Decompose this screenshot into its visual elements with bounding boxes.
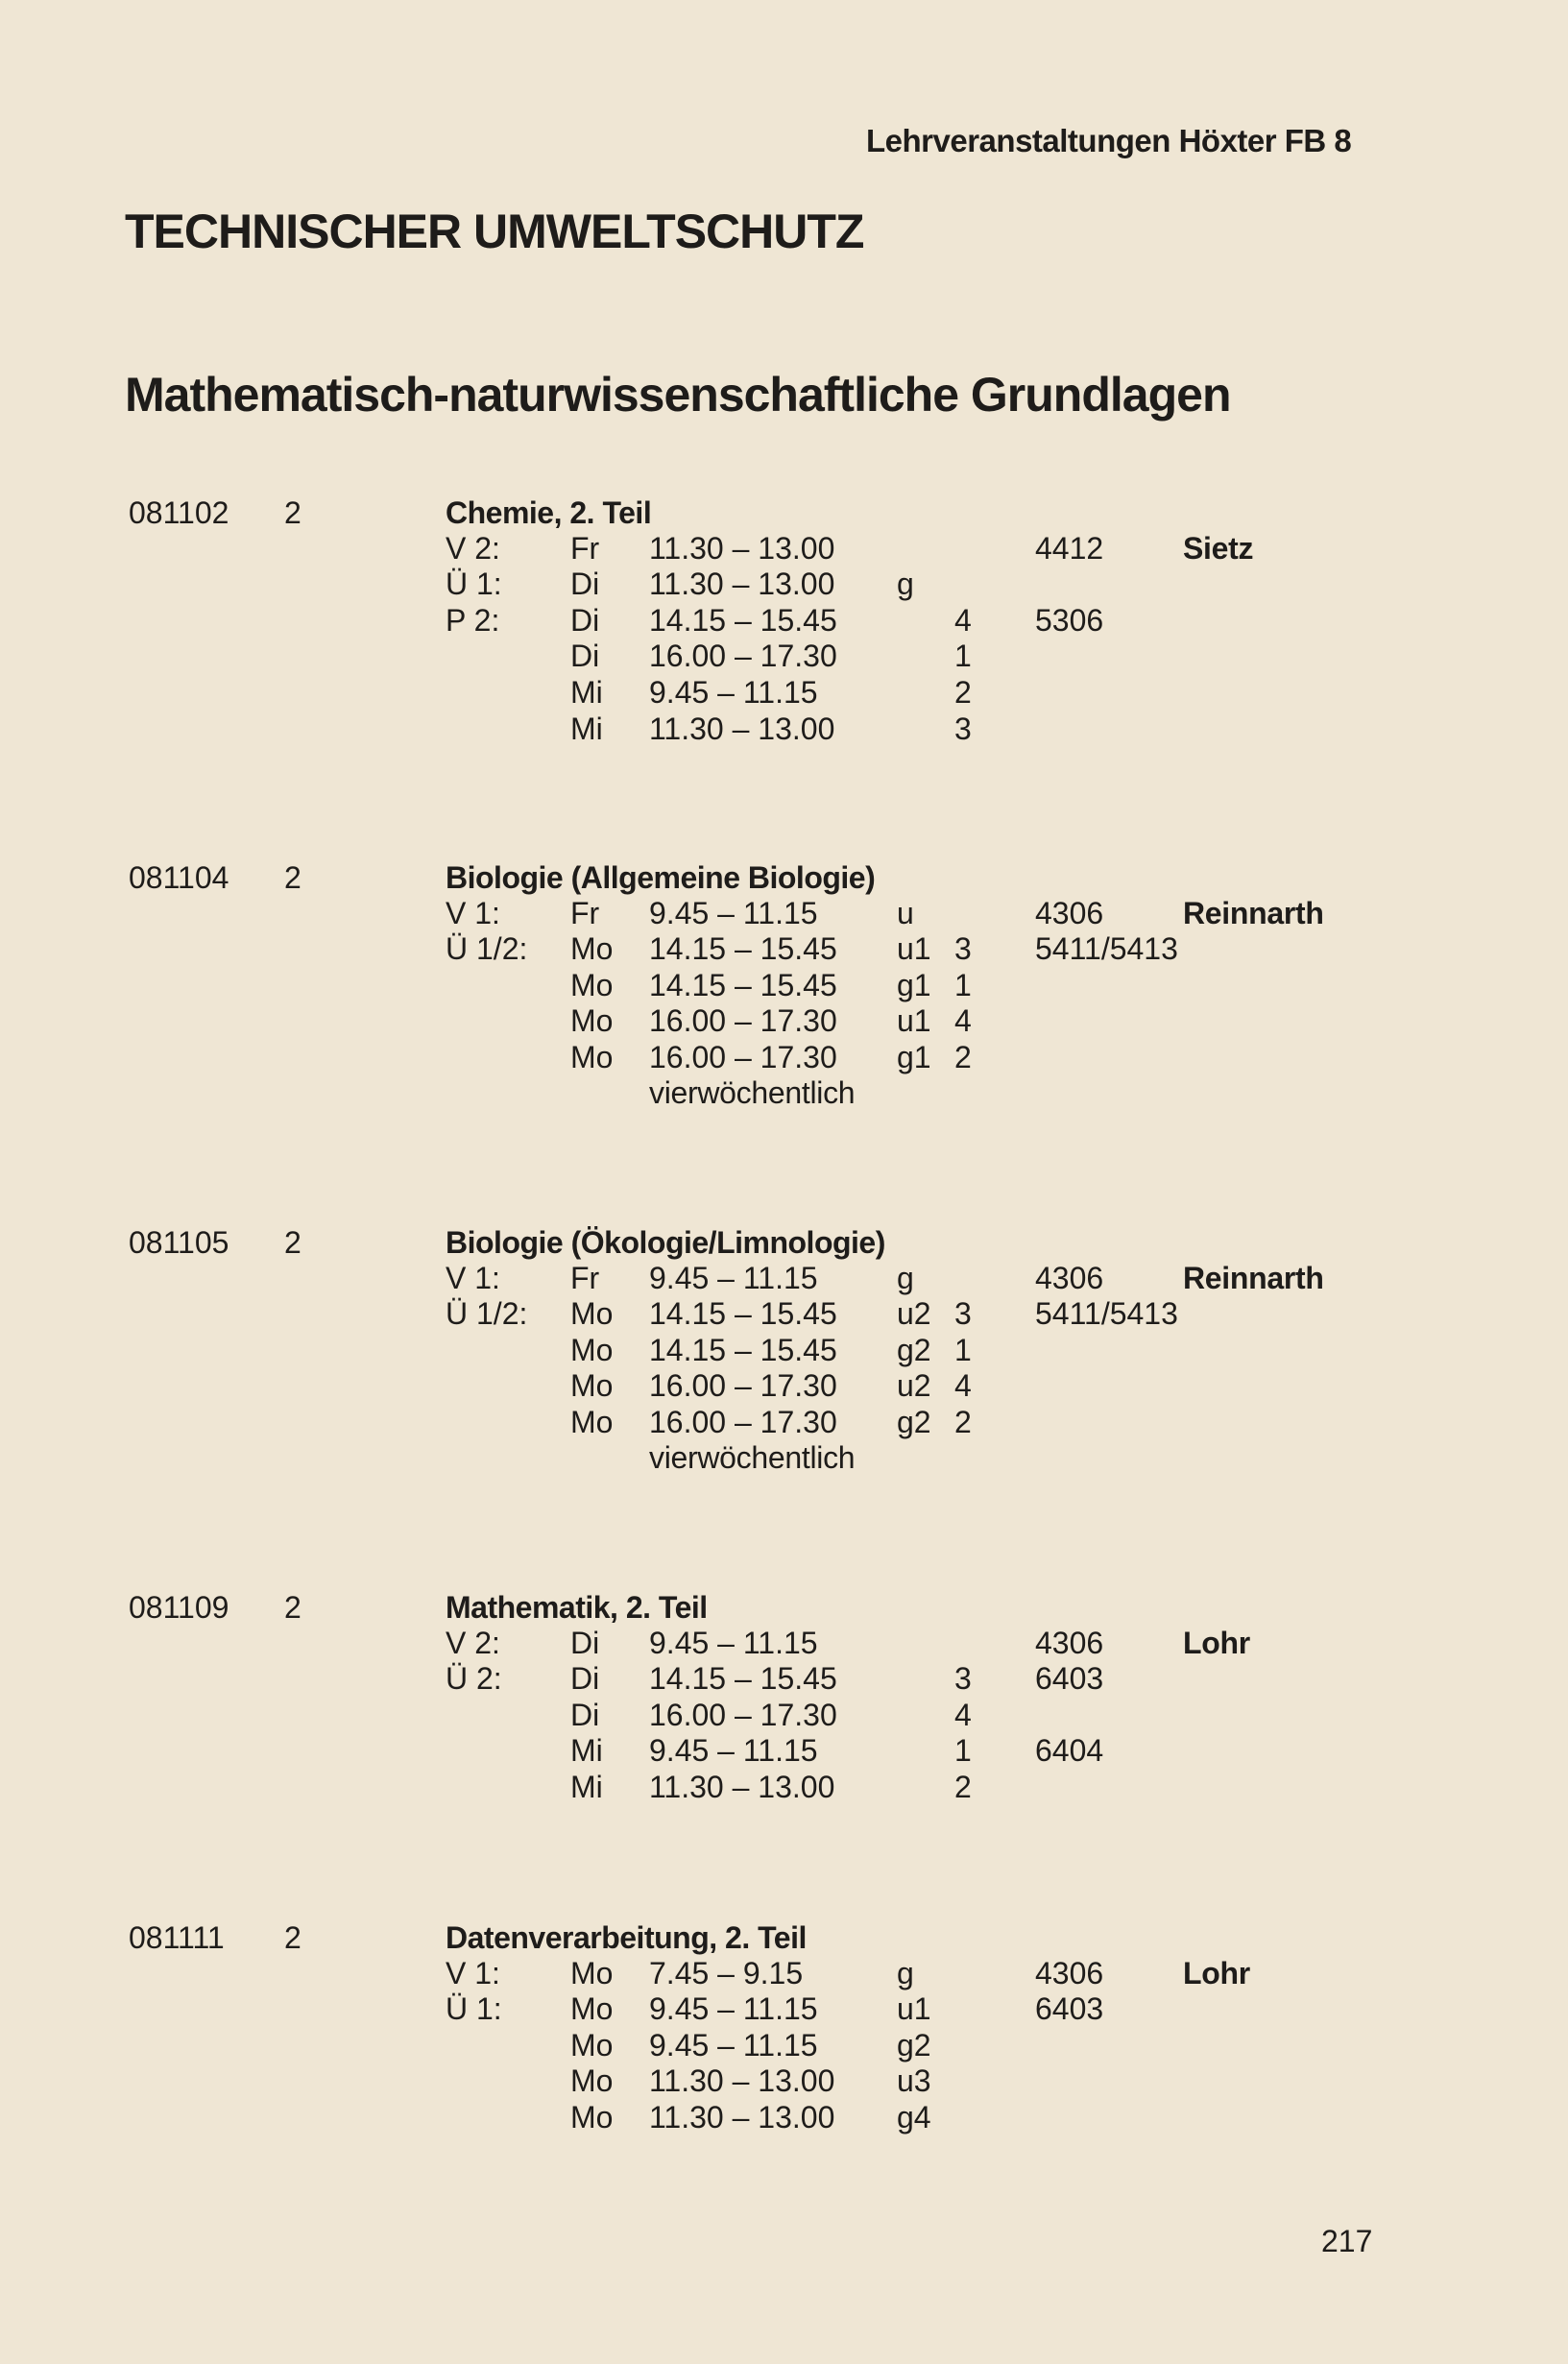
session-type: Ü 1:	[446, 567, 502, 601]
session-room: 4306	[1035, 1261, 1104, 1295]
session-day: Mo	[570, 1956, 614, 1990]
session-time: 14.15 – 15.45	[649, 1333, 837, 1367]
session-time: 11.30 – 13.00	[649, 2100, 835, 2135]
session-group: g	[897, 567, 914, 601]
course-code: 081105	[129, 1225, 229, 1260]
session-row	[0, 1732, 1568, 1769]
session-row	[0, 638, 1568, 674]
session-day: Di	[570, 1626, 600, 1660]
session-row	[0, 1660, 1568, 1697]
course-code: 081104	[129, 860, 229, 895]
session-time: 14.15 – 15.45	[649, 1661, 837, 1696]
session-room: 6403	[1035, 1661, 1104, 1696]
course-title: Biologie (Allgemeine Biologie)	[446, 860, 876, 895]
session-group: g1	[897, 1040, 931, 1074]
session-group-number: 1	[954, 639, 972, 673]
session-room: 5306	[1035, 603, 1104, 638]
session-day: Fr	[570, 1261, 600, 1295]
session-group-number: 2	[954, 675, 972, 710]
session-group-number: 2	[954, 1770, 972, 1804]
session-type: Ü 1/2:	[446, 1296, 528, 1331]
session-time: 9.45 – 11.15	[649, 1991, 818, 2026]
session-group-number: 4	[954, 1698, 972, 1732]
course-hours: 2	[284, 1590, 302, 1625]
session-day: Di	[570, 639, 600, 673]
session-type: Ü 1/2:	[446, 931, 528, 966]
session-day: Mo	[570, 1368, 614, 1403]
session-time: 9.45 – 11.15	[649, 896, 818, 930]
session-row	[0, 2099, 1568, 2135]
session-day: Mo	[570, 1003, 614, 1038]
session-day: Mo	[570, 1040, 614, 1074]
course-title: Chemie, 2. Teil	[446, 495, 652, 530]
course-note: vierwöchentlich	[649, 1440, 856, 1475]
session-group: g1	[897, 968, 931, 1002]
session-row	[0, 674, 1568, 711]
session-room: 4412	[1035, 531, 1104, 566]
session-group: u1	[897, 1991, 931, 2026]
session-lecturer: Lohr	[1183, 1956, 1250, 1990]
session-group: g2	[897, 2028, 931, 2062]
session-row	[0, 1404, 1568, 1440]
session-row	[0, 1039, 1568, 1075]
course-code: 081102	[129, 495, 229, 530]
session-time: 16.00 – 17.30	[649, 1003, 837, 1038]
session-day: Mo	[570, 2028, 614, 2062]
session-day: Mi	[570, 675, 603, 710]
session-row	[0, 602, 1568, 639]
session-day: Di	[570, 1698, 600, 1732]
session-day: Mo	[570, 2100, 614, 2135]
session-day: Fr	[570, 531, 600, 566]
session-room: 5411/5413	[1035, 1296, 1178, 1331]
course-hours: 2	[284, 1920, 302, 1955]
session-room: 4306	[1035, 1956, 1104, 1990]
session-group-number: 3	[954, 931, 972, 966]
session-row	[0, 1295, 1568, 1332]
session-row	[0, 967, 1568, 1003]
course-note: vierwöchentlich	[649, 1075, 856, 1110]
session-day: Mi	[570, 1770, 603, 1804]
session-time: 9.45 – 11.15	[649, 1626, 818, 1660]
session-time: 9.45 – 11.15	[649, 1733, 818, 1768]
session-day: Mi	[570, 712, 603, 746]
session-row	[0, 1697, 1568, 1733]
session-type: P 2:	[446, 603, 500, 638]
session-group: u	[897, 896, 914, 930]
course-code: 081111	[129, 1920, 225, 1955]
session-time: 9.45 – 11.15	[649, 1261, 818, 1295]
session-day: Di	[570, 567, 600, 601]
session-group: g	[897, 1261, 914, 1295]
session-type: V 2:	[446, 1626, 500, 1660]
session-group: u2	[897, 1296, 931, 1331]
session-time: 11.30 – 13.00	[649, 1770, 835, 1804]
session-group-number: 2	[954, 1405, 972, 1439]
session-room: 6404	[1035, 1733, 1104, 1768]
session-time: 16.00 – 17.30	[649, 639, 837, 673]
session-type: V 1:	[446, 896, 500, 930]
session-group: g	[897, 1956, 914, 1990]
session-time: 11.30 – 13.00	[649, 531, 835, 566]
session-time: 16.00 – 17.30	[649, 1405, 837, 1439]
session-group: u1	[897, 931, 931, 966]
department-title: TECHNISCHER UMWELTSCHUTZ	[125, 205, 864, 258]
session-row	[0, 1769, 1568, 1805]
session-row	[0, 1260, 1568, 1296]
session-lecturer: Reinnarth	[1183, 1261, 1324, 1295]
session-day: Mo	[570, 2063, 614, 2098]
session-time: 16.00 – 17.30	[649, 1368, 837, 1403]
page-number: 217	[1321, 2224, 1373, 2258]
session-type: Ü 1:	[446, 1991, 502, 2026]
session-time: 11.30 – 13.00	[649, 567, 835, 601]
session-type: V 2:	[446, 531, 500, 566]
session-day: Mo	[570, 1333, 614, 1367]
session-time: 11.30 – 13.00	[649, 712, 835, 746]
session-time: 14.15 – 15.45	[649, 603, 837, 638]
session-time: 16.00 – 17.30	[649, 1698, 837, 1732]
course-title: Mathematik, 2. Teil	[446, 1590, 708, 1625]
session-time: 11.30 – 13.00	[649, 2063, 835, 2098]
session-group-number: 1	[954, 968, 972, 1002]
session-time: 16.00 – 17.30	[649, 1040, 837, 1074]
session-time: 9.45 – 11.15	[649, 675, 818, 710]
course-title: Biologie (Ökologie/Limnologie)	[446, 1225, 885, 1260]
session-lecturer: Sietz	[1183, 531, 1254, 566]
session-group-number: 4	[954, 603, 972, 638]
session-group: u2	[897, 1368, 931, 1403]
session-day: Mi	[570, 1733, 603, 1768]
session-room: 4306	[1035, 1626, 1104, 1660]
course-code: 081109	[129, 1590, 229, 1625]
session-row	[0, 566, 1568, 602]
section-title: Mathematisch-naturwissenschaftliche Grundlagen	[125, 368, 1231, 422]
session-group-number: 3	[954, 1296, 972, 1331]
session-day: Di	[570, 1661, 600, 1696]
session-group-number: 1	[954, 1333, 972, 1367]
running-head: Lehrveranstaltungen Höxter FB 8	[866, 123, 1352, 158]
session-row	[0, 2062, 1568, 2099]
session-group-number: 4	[954, 1368, 972, 1403]
course-title: Datenverarbeitung, 2. Teil	[446, 1920, 807, 1955]
session-type: Ü 2:	[446, 1661, 502, 1696]
session-type: V 1:	[446, 1261, 500, 1295]
session-group-number: 2	[954, 1040, 972, 1074]
session-row	[0, 2027, 1568, 2063]
session-group: g4	[897, 2100, 931, 2135]
session-row	[0, 895, 1568, 931]
course-hours: 2	[284, 1225, 302, 1260]
session-day: Mo	[570, 1405, 614, 1439]
course-hours: 2	[284, 860, 302, 895]
session-group-number: 3	[954, 1661, 972, 1696]
course-hours: 2	[284, 495, 302, 530]
session-group: u1	[897, 1003, 931, 1038]
session-time: 9.45 – 11.15	[649, 2028, 818, 2062]
session-group-number: 3	[954, 712, 972, 746]
session-lecturer: Reinnarth	[1183, 896, 1324, 930]
session-day: Di	[570, 603, 600, 638]
session-day: Mo	[570, 968, 614, 1002]
session-group: u3	[897, 2063, 931, 2098]
session-row	[0, 530, 1568, 567]
session-group: g2	[897, 1333, 931, 1367]
session-room: 5411/5413	[1035, 931, 1178, 966]
session-time: 14.15 – 15.45	[649, 968, 837, 1002]
session-type: V 1:	[446, 1956, 500, 1990]
session-day: Mo	[570, 931, 614, 966]
session-row	[0, 1002, 1568, 1039]
session-time: 14.15 – 15.45	[649, 931, 837, 966]
session-row	[0, 711, 1568, 747]
session-row	[0, 1955, 1568, 1991]
session-time: 14.15 – 15.45	[649, 1296, 837, 1331]
session-group: g2	[897, 1405, 931, 1439]
session-group-number: 1	[954, 1733, 972, 1768]
session-row	[0, 1367, 1568, 1404]
session-row	[0, 1332, 1568, 1368]
session-row	[0, 1990, 1568, 2027]
session-lecturer: Lohr	[1183, 1626, 1250, 1660]
session-row	[0, 930, 1568, 967]
session-time: 7.45 – 9.15	[649, 1956, 804, 1990]
session-room: 6403	[1035, 1991, 1104, 2026]
session-day: Fr	[570, 896, 600, 930]
session-day: Mo	[570, 1296, 614, 1331]
session-row	[0, 1625, 1568, 1661]
session-day: Mo	[570, 1991, 614, 2026]
session-room: 4306	[1035, 896, 1104, 930]
session-group-number: 4	[954, 1003, 972, 1038]
